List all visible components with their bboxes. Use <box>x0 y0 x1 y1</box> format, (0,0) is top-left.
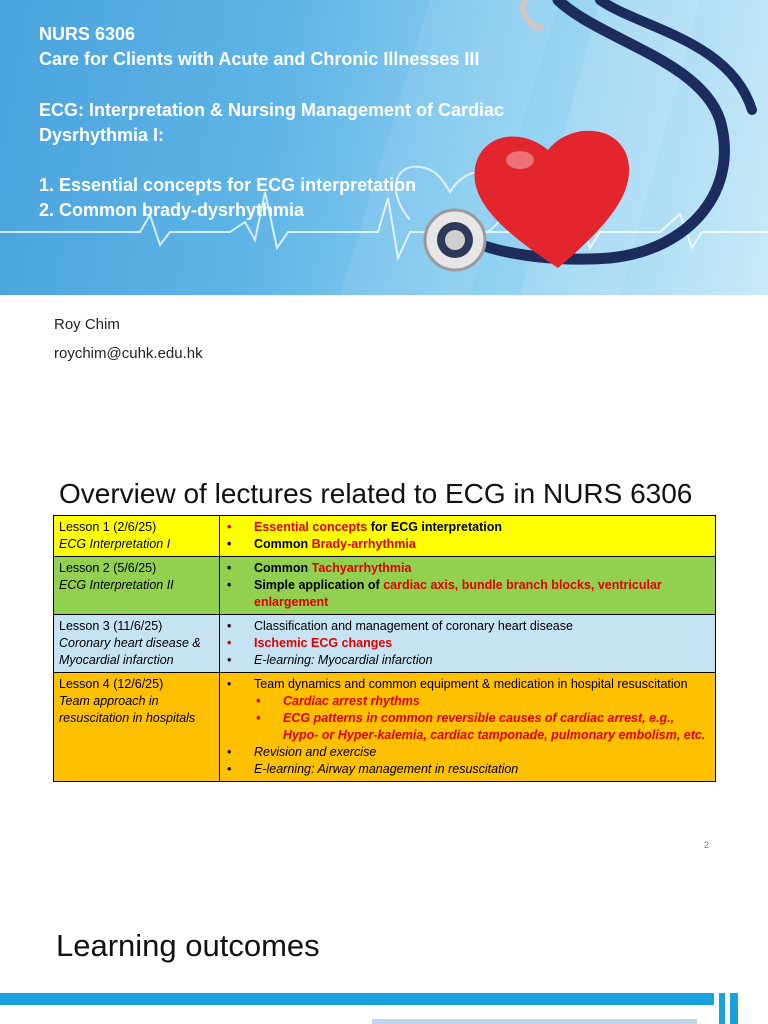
list-item: • E-learning: Airway management in resuscitation <box>225 761 710 778</box>
topics-cell <box>220 516 716 557</box>
list-item: • Common Tachyarrhythmia <box>225 560 710 577</box>
lecture-title-line-1: ECG: Interpretation & Nursing Management of Cardiac <box>39 100 505 120</box>
topic-1: 1. Essential concepts for ECG interpretation <box>39 175 417 195</box>
lesson-id: Lesson 4 (12/6/25) <box>59 677 164 691</box>
learning-outcomes-title: Learning outcomes <box>56 928 320 963</box>
table-row-lesson-2 <box>54 557 716 615</box>
lesson-cell <box>54 615 220 673</box>
table-row-lesson-3 <box>54 615 716 673</box>
title-banner <box>0 0 768 295</box>
author-name: Roy Chim <box>54 316 120 333</box>
lecture-title-line-2: Dysrhythmia I: <box>39 125 165 145</box>
list-item: • Revision and exercise <box>225 744 710 761</box>
table-row-lesson-1 <box>54 516 716 557</box>
overview-title: Overview of lectures related to ECG in NURS 6306 <box>59 478 693 509</box>
course-title: Care for Clients with Acute and Chronic Illnesses III <box>39 49 480 69</box>
lesson-name: ECG Interpretation I <box>59 537 171 551</box>
list-item: • Essential concepts for ECG interpretation <box>225 519 710 536</box>
topics-cell <box>220 615 716 673</box>
accent-bar-vertical <box>730 993 738 1024</box>
list-item: • Simple application of cardiac axis, bundle branch blocks, ventricular enlargement <box>225 577 710 611</box>
list-item: • Common Brady-arrhythmia <box>225 536 710 553</box>
lesson-cell <box>54 557 220 615</box>
list-item: • Cardiac arrest rhythms <box>225 693 710 710</box>
topics-cell <box>220 557 716 615</box>
lesson-id: Lesson 2 (5/6/25) <box>59 561 157 575</box>
list-item: • Classification and management of coronary heart disease <box>225 618 710 635</box>
list-item: • E-learning: Myocardial infarction <box>225 652 710 669</box>
lesson-name: Coronary heart disease & Myocardial infarction <box>59 636 201 667</box>
topic-2: 2. Common brady-dysrhythmia <box>39 200 305 220</box>
list-item: • Ischemic ECG changes <box>225 635 710 652</box>
lesson-id: Lesson 3 (11/6/25) <box>59 619 163 633</box>
lesson-name: Team approach in resuscitation in hospitals <box>59 694 196 725</box>
page-number: 2 <box>704 840 710 850</box>
content-box <box>372 1019 697 1024</box>
lesson-id: Lesson 1 (2/6/25) <box>59 520 157 534</box>
list-item: • Team dynamics and common equipment & medication in hospital resuscitation <box>225 676 710 693</box>
lesson-cell <box>54 673 220 782</box>
list-item: • ECG patterns in common reversible causes of cardiac arrest, e.g., Hypo- or Hyper-kalemia, cardiac tamponade, pulmonary embolism, etc. <box>225 710 710 744</box>
accent-bar-vertical <box>719 993 725 1024</box>
topics-cell <box>220 673 716 782</box>
table-row-lesson-4 <box>54 673 716 782</box>
lesson-cell <box>54 516 220 557</box>
lesson-name: ECG Interpretation II <box>59 578 174 592</box>
author-email: roychim@cuhk.edu.hk <box>54 345 203 362</box>
lecture-table <box>53 515 716 782</box>
course-code: NURS 6306 <box>39 24 136 44</box>
accent-bar <box>0 993 714 1005</box>
